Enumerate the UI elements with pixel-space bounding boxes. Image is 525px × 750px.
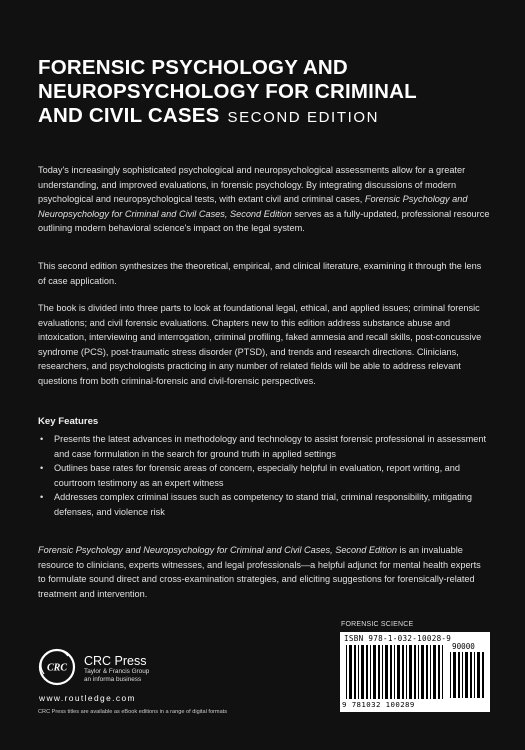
addon-barcode-bars (450, 652, 486, 698)
barcode-number: 9 781032 100289 (342, 700, 415, 709)
barcode-bar (406, 645, 407, 699)
description-paragraph-2: This second edition synthesizes the theoretical, empirical, and clinical literature, examining it through the lens of case application. (38, 261, 482, 286)
bullet-icon: • (40, 492, 44, 503)
barcode-bar (349, 645, 352, 699)
bullet-icon: • (40, 463, 44, 474)
title-line-3-text: AND CIVIL CASES (38, 104, 220, 127)
edition-label: SECOND EDITION (227, 109, 380, 126)
title-line-2: NEUROPSYCHOLOGY FOR CRIMINAL (38, 80, 417, 103)
barcode-bar (470, 652, 472, 698)
p4-text: is an invaluable resource to clinicians, experts witnesses, and legal professionals—a helpful adjunct for mental health experts to formulate sound direct and cross-examination strategies, and eliciting suggestions for forensically-related treatment and intervention. (38, 545, 481, 599)
barcode-bar (474, 652, 475, 698)
description-paragraph-4 (38, 543, 490, 601)
barcode-bar (482, 652, 484, 698)
barcode-bar (426, 645, 428, 699)
barcode-bar (414, 645, 416, 699)
barcode-bar (430, 645, 431, 699)
key-features-heading: Key Features (38, 416, 99, 427)
key-features-list (38, 432, 493, 520)
bullet-icon: • (40, 434, 44, 444)
barcode-bar (442, 645, 443, 699)
barcode-bar (433, 645, 436, 699)
barcode-bar (409, 645, 412, 699)
barcode-bar (385, 645, 388, 699)
barcode (340, 632, 490, 712)
barcode-bar (390, 645, 392, 699)
barcode-bar (421, 645, 424, 699)
barcode-bar (465, 652, 468, 698)
price-code: 90000 (452, 642, 475, 651)
feature-text: Outlines base rates for forensic areas of concern, especially helpful in evaluation, report writing, and courtroom testimony as an expert witness (54, 463, 460, 488)
barcode-bar (382, 645, 383, 699)
ebook-note: CRC Press titles are available as eBook editions in a range of digital formats (38, 709, 228, 715)
publisher-website: www.routledge.com (39, 693, 136, 703)
barcode-bar (394, 645, 395, 699)
description-paragraph-1 (38, 163, 490, 236)
barcode-bar (361, 645, 364, 699)
publisher-business: an informa business (84, 676, 142, 683)
p1-book-title: Forensic Psychology and Neuropsychology for Criminal and Civil Cases, Second Edition (38, 194, 468, 219)
barcode-bar (450, 652, 451, 698)
logo-text: CRC (46, 662, 68, 674)
title-line-1: FORENSIC PSYCHOLOGY AND (38, 56, 348, 79)
barcode-bar (358, 645, 359, 699)
barcode-bar (402, 645, 404, 699)
barcode-bar (354, 645, 356, 699)
description-paragraph-3: The book is divided into three parts to look at foundational legal, ethical, and applied issues; criminal forensic evaluations; and civil forensic evaluations. Chapters new to this edition address substance abuse and intoxication, interviewing and interrogation, criminal profiling, faked amnesia and recall skills, post-concussive syndrome (PCS), post-traumatic stress disorder (PTSD), and trends and research directions. Clinicians, researchers, and psychologists practicing in any number of related fields will be able to address relevant questions from both criminal-forensic and civil-forensic perspectives. (38, 303, 482, 386)
publisher-name: CRC Press (84, 654, 147, 668)
barcode-bar (453, 652, 456, 698)
feature-item (38, 461, 493, 490)
crc-logo-icon (38, 648, 76, 686)
p4-book-title: Forensic Psychology and Neuropsychology for Criminal and Civil Cases, Second Edition (38, 545, 397, 555)
barcode-bar (346, 645, 347, 699)
subject-category: FORENSIC SCIENCE (341, 621, 414, 628)
p1-text-a: Today's increasingly sophisticated psychological and neuropsychological assessments allow for a greater understanding, and improved evaluations, in forensic psychology. By integrating discussions of modern psychological and neuropsychological tests, with extant civil and criminal cases, (38, 165, 466, 205)
barcode-bar (370, 645, 371, 699)
barcode-bar (438, 645, 440, 699)
barcode-bar (418, 645, 419, 699)
feature-text: Presents the latest advances in methodology and technology to assist forensic professional in assessment and case formulation in the search for ground truth in applied settings (54, 434, 487, 459)
title-line-3 (38, 104, 498, 130)
isbn-text: ISBN 978-1-032-10028-9 (344, 634, 452, 643)
p1-text-b: serves as a fully-updated, professional resource outlining modern behavioral science's impact on the legal system. (38, 208, 490, 234)
barcode-bar (462, 652, 463, 698)
barcode-bar (397, 645, 400, 699)
barcode-bar (373, 645, 376, 699)
publisher-group: Taylor & Francis Group (84, 668, 150, 675)
barcode-bar (458, 652, 460, 698)
feature-item (38, 490, 493, 519)
feature-text: Addresses complex criminal issues such as competency to stand trial, criminal responsibility, mitigating defenses, and violence risk (54, 492, 473, 517)
book-title (38, 56, 498, 130)
publisher-block (84, 655, 149, 684)
barcode-bar (366, 645, 368, 699)
barcode-bar (378, 645, 380, 699)
feature-item (38, 432, 493, 461)
ean-barcode-bars (346, 645, 446, 699)
barcode-bar (477, 652, 480, 698)
